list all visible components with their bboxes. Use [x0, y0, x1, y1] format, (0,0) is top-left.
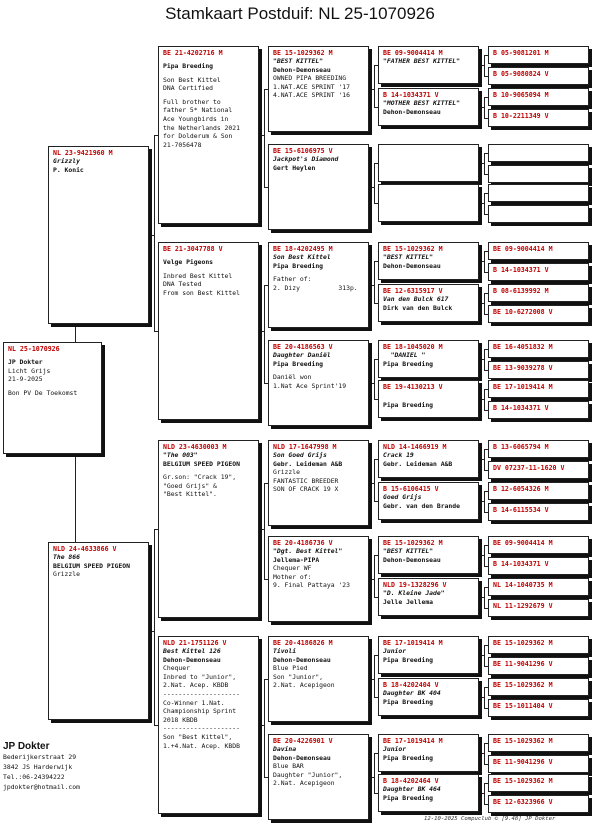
breeder-name: Dirk van den Bulck [383, 303, 453, 312]
ring-number: BE 20-4226901 V [273, 737, 333, 745]
ring-number: BE 15-1029362 M [493, 639, 553, 647]
pigeon-note: DNA Tested [163, 280, 202, 289]
pigeon-name: "BEST KITTEL" [383, 547, 434, 555]
owner-phone: Tel.:06-24394222 [3, 773, 65, 781]
pedigree-box-g5i [488, 242, 589, 260]
breeder-name: Gebr. Leideman A&B [383, 459, 453, 468]
pigeon-note: Son "Junior", [273, 672, 324, 681]
pigeon-note: for Dolderum & Son [163, 132, 233, 141]
pedigree-box-g5c [488, 88, 589, 106]
pedigree-box-g4c [378, 144, 479, 182]
connector-line [484, 743, 485, 764]
ring-number: BE 09-9004414 M [493, 539, 553, 547]
connector-line [264, 483, 265, 579]
pigeon-note: 2.Nat. Acep. KBDB [163, 681, 229, 690]
pedigree-box-g2a [158, 46, 259, 224]
pigeon-note: Grizzle [53, 570, 80, 579]
breeder-name: Dehon-Demonseau [273, 65, 331, 74]
pigeon-note: Daughter "Junior", [273, 770, 343, 779]
pigeon-note: Chequer [163, 664, 190, 673]
pedigree-box-g5z [488, 657, 589, 675]
pedigree-box-g5t [488, 503, 589, 521]
pigeon-note: 1.NAT.ACE SPRINT '17 [273, 82, 350, 91]
ring-number: BE 10-6272008 V [493, 308, 553, 316]
ring-number: BE 15-1011404 V [493, 702, 553, 710]
pedigree-box-g5r [488, 461, 589, 479]
pigeon-name: "Dgt. Best Kittel" [273, 547, 343, 555]
pigeon-note: 21-9-2025 [8, 375, 43, 384]
ring-number: B 08-6139992 M [493, 287, 549, 295]
pedigree-box-g5ad [488, 755, 589, 773]
ring-number: BE 20-4186826 M [273, 639, 333, 647]
pigeon-note: Grizzle [273, 468, 300, 477]
ring-number: B 13-6065794 M [493, 443, 549, 451]
pedigree-box-g5d [488, 109, 589, 127]
pigeon-name: "MOTHER BEST KITTEL" [383, 99, 460, 107]
pedigree-box-g5y [488, 636, 589, 654]
pedigree-box-g5h [488, 205, 589, 223]
pedigree-box-g1a [48, 146, 149, 324]
connector-line [154, 529, 155, 725]
pigeon-note: FANTASTIC BREEDER [273, 476, 339, 485]
pigeon-note: Gr.son: "Crack 19", [163, 473, 237, 482]
pedigree-box-g1b [48, 542, 149, 720]
pedigree-box-g4h [378, 380, 479, 418]
pigeon-name: Son Goed Grijs [273, 451, 327, 459]
pigeon-note: Full brother to [163, 97, 221, 106]
pedigree-box-g5f [488, 165, 589, 183]
pedigree-box-g5g [488, 184, 589, 202]
pigeon-note: 9. Final Pattaya '23 [273, 581, 350, 590]
owner-street: Bederijkerstraat 29 [3, 753, 77, 761]
pedigree-box-g5aa [488, 678, 589, 696]
pigeon-note: 1.+4.Nat. Acep. KBDB [163, 741, 240, 750]
pedigree-box-g3b [268, 144, 369, 230]
pedigree-box-g3d [268, 340, 369, 426]
connector-line [484, 545, 485, 566]
connector-line [484, 349, 485, 370]
pigeon-name: Davina [273, 745, 297, 753]
breeder-name: Jelle Jellema [383, 597, 434, 606]
pigeon-name: "FATHER BEST KITTEL" [383, 57, 460, 65]
pigeon-note: Daniël won [273, 373, 312, 382]
ring-number: BE 15-1029362 M [493, 777, 553, 785]
ring-number: B 05-9080824 V [493, 70, 549, 78]
pedigree-box-g5o [488, 380, 589, 398]
connector-line [484, 783, 485, 804]
pigeon-name: Crack 19 [383, 451, 414, 459]
connector-line [374, 655, 375, 697]
pedigree-box-g4a [378, 46, 479, 84]
pigeon-note: -------------------- [163, 724, 240, 733]
pigeon-note: 21-7056478 [163, 140, 202, 149]
ring-number: NLD 24-4633866 V [53, 545, 117, 553]
pigeon-note: Blue BAR [273, 762, 304, 771]
ring-number: BE 12-6323966 V [493, 798, 553, 806]
breeder-name: Pipa Breeding [273, 261, 324, 270]
breeder-name: Dehon-Demonseau [383, 107, 441, 116]
pigeon-note: the Netherlands 2021 [163, 123, 240, 132]
ring-number: BE 15-1029362 M [383, 539, 443, 547]
pedigree-box-g4o [378, 734, 479, 772]
pigeon-note: Son "Best Kittel", [163, 732, 233, 741]
pigeon-note: father 5* National [163, 106, 233, 115]
pedigree-box-g5e [488, 144, 589, 162]
pigeon-name: Best Kittel 126 [163, 647, 221, 655]
ring-number: DV 07237-11-1620 V [493, 464, 565, 472]
pigeon-note: Mother of: [273, 572, 312, 581]
breeder-name: Pipa Breeding [383, 655, 434, 664]
pedigree-box-g5j [488, 263, 589, 281]
breeder-name: Jellema-PIPA [273, 555, 320, 564]
ring-number: BE 15-1029362 M [493, 737, 553, 745]
pigeon-note: 2. Dizy 313p. [273, 283, 358, 292]
ring-number: B 18-4202404 V [383, 681, 439, 689]
connector-line [484, 97, 485, 118]
pedigree-box-g3c [268, 242, 369, 328]
pigeon-name: Junior [383, 745, 407, 753]
breeder-name: Dehon-Demonseau [273, 753, 331, 762]
pigeon-note: DNA Certified [163, 84, 214, 93]
breeder-name: Pipa Breeding [383, 697, 434, 706]
ring-number: BE 18-4202495 M [273, 245, 333, 253]
pigeon-name: "BEST KITTEL" [383, 253, 434, 261]
breeder-name: Pipa Breeding [383, 401, 434, 409]
pedigree-box-g4j [378, 482, 479, 520]
connector-line [374, 163, 375, 203]
pigeon-name: Goed Grijs [383, 493, 422, 501]
ring-number: BE 12-6315917 V [383, 287, 443, 295]
pigeon-note: Chequer WF [273, 564, 312, 573]
pigeon-name: Tivoli [273, 647, 297, 655]
pigeon-note: From son Best Kittel [163, 288, 240, 297]
pedigree-box-g5af [488, 795, 589, 813]
ring-number: B 14-6115534 V [493, 506, 549, 514]
pedigree-box-g5s [488, 482, 589, 500]
ring-number: BE 09-9004414 M [493, 245, 553, 253]
breeder-name: Gebr. Leideman A&B [273, 459, 343, 468]
pedigree-box-g5l [488, 305, 589, 323]
breeder-name: Pipa Breeding [383, 753, 434, 762]
pigeon-note: 2018 KBDB [163, 715, 198, 724]
ring-number: B 14-1034371 V [383, 91, 439, 99]
pigeon-note: 2.Nat. Acepigeon [273, 779, 335, 788]
breeder-name: Gebr. van den Brande [383, 501, 460, 510]
ring-number: BE 21-4202716 M [163, 49, 223, 57]
connector-line [374, 261, 375, 303]
pigeon-note: Son Best Kittel [163, 75, 221, 84]
breeder-name: Dehon-Demonseau [383, 555, 441, 564]
pedigree-box-g4p [378, 774, 479, 812]
ring-number: BE 16-4051832 M [493, 343, 553, 351]
pigeon-name: Daughter BK 464 [383, 785, 441, 793]
pigeon-name: "D. Kleine Jade" [383, 589, 445, 597]
pigeon-name: Grizzly [53, 157, 80, 165]
pigeon-note: Licht Grijs [8, 366, 51, 375]
ring-number: BE 11-9041296 V [493, 758, 553, 766]
ring-number: BE 21-3047788 V [163, 245, 223, 253]
pedigree-box-g5q [488, 440, 589, 458]
pedigree-box-g4d [378, 184, 479, 222]
pedigree-box-g5n [488, 361, 589, 379]
footer-credit: 12-10-2025 Compuclub © [9.48] JP Dokter [424, 816, 556, 822]
ring-number: BE 15-1029362 M [493, 681, 553, 689]
breeder-name: P. Konic [53, 165, 84, 174]
pigeon-note: "Best Kittel". [163, 490, 217, 499]
ring-number: BE 17-1019414 M [493, 383, 553, 391]
ring-number: BE 17-1019414 M [383, 737, 443, 745]
ring-number: NL 25-1070926 [8, 345, 60, 353]
connector-line [264, 679, 265, 777]
connector-line [374, 459, 375, 501]
pigeon-name: Daughter Daniël [273, 351, 331, 359]
breeder-name: Pipa Breeding [273, 359, 324, 368]
connector-line [264, 285, 265, 383]
pigeon-name: Jackpot's Diamond [273, 155, 339, 163]
connector-line [484, 55, 485, 76]
connector-line [484, 491, 485, 512]
pedigree-box-g4k [378, 536, 479, 574]
breeder-name: JP Dokter [8, 358, 43, 366]
ring-number: NL 14-1040735 M [493, 581, 553, 589]
pedigree-box-g2c [158, 440, 259, 618]
connector-line [484, 449, 485, 470]
connector-line [484, 293, 485, 314]
ring-number: B 10-9065094 M [493, 91, 549, 99]
pedigree-box-g5m [488, 340, 589, 358]
connector-line [264, 89, 265, 187]
ring-number: B 05-9081201 M [493, 49, 549, 57]
connector-line [484, 645, 485, 666]
pedigree-box-g4l [378, 578, 479, 616]
pigeon-note: Father of: [273, 275, 312, 284]
ring-number: BE 20-4186563 V [273, 343, 333, 351]
pedigree-box-g5k [488, 284, 589, 302]
page-title: Stamkaart Postduif: NL 25-1070926 [165, 4, 435, 23]
pedigree-box-g3g [268, 636, 369, 722]
connector-line [374, 753, 375, 793]
pigeon-note: Championship Sprint [163, 707, 237, 716]
pigeon-note: -------------------- [163, 689, 240, 698]
pigeon-note: OWNED PIPA BREEDING [273, 74, 347, 83]
ring-number: B 14-1034371 V [493, 404, 549, 412]
ring-number: NLD 21-1751126 V [163, 639, 227, 647]
connector-line [374, 359, 375, 399]
connector-line [484, 587, 485, 608]
pedigree-box-g3h [268, 734, 369, 820]
pedigree-box-g2d [158, 636, 259, 814]
pigeon-name: Van den Bulck 617 [383, 295, 449, 303]
ring-number: BE 11-9041296 V [493, 660, 553, 668]
connector-line [484, 389, 485, 410]
pigeon-note: Inbred to "Junior", [163, 672, 237, 681]
pedigree-box-g4b [378, 88, 479, 126]
pigeon-note: Co-Winner 1.Nat. [163, 698, 225, 707]
pedigree-box-g4e [378, 242, 479, 280]
pedigree-box-g5ae [488, 774, 589, 792]
connector-line [154, 135, 155, 331]
pedigree-box-g3a [268, 46, 369, 132]
pigeon-name: The 866 [53, 553, 80, 561]
pedigree-box-g5ab [488, 699, 589, 717]
ring-number: B 10-2211349 V [493, 112, 549, 120]
ring-number: B 15-6106415 V [383, 485, 439, 493]
pedigree-box-g0 [3, 342, 102, 454]
connector-line [484, 153, 485, 174]
ring-number: B 18-4202464 V [383, 777, 439, 785]
ring-number: BE 15-6106975 V [273, 147, 333, 155]
pigeon-name: "The 003" [163, 451, 198, 459]
pigeon-note: Bon PV De Toekomst [8, 388, 78, 397]
ring-number: BE 15-1029362 M [383, 245, 443, 253]
pigeon-note: 2.Nat. Acepigeon [273, 681, 335, 690]
ring-number: BE 13-9039278 V [493, 364, 553, 372]
pedigree-box-g4m [378, 636, 479, 674]
pedigree-box-g4f [378, 284, 479, 322]
ring-number: BE 15-1029362 M [273, 49, 333, 57]
pigeon-note: 4.NAT.ACE SPRINT '16 [273, 91, 350, 100]
ring-number: B 14-1034371 V [493, 560, 549, 568]
connector-line [374, 65, 375, 107]
connector-line [484, 193, 485, 214]
ring-number: NL 23-9421960 M [53, 149, 113, 157]
pedigree-box-g3e [268, 440, 369, 526]
connector-line [484, 687, 485, 708]
ring-number: NL 11-1292679 V [493, 602, 553, 610]
pigeon-note: Inbred Best Kittel [163, 271, 233, 280]
pigeon-note: Blue Pied [273, 664, 308, 673]
owner-city: 3842 JS Harderwijk [3, 763, 73, 771]
pigeon-note: Ace Youngbirds in [163, 114, 229, 123]
pigeon-name: Junior [383, 647, 407, 655]
breeder-name: Gert Heylen [273, 163, 316, 172]
owner-email: jpdokter@hotmail.com [3, 783, 80, 791]
pedigree-box-g5x [488, 599, 589, 617]
connector-line [484, 251, 485, 272]
ring-number: BE 17-1019414 M [383, 639, 443, 647]
pigeon-name: Son Best Kittel [273, 253, 331, 261]
breeder-name: Dehon-Demonseau [383, 261, 441, 270]
breeder-name: Pipa Breeding [163, 62, 214, 70]
ring-number: NLD 19-1328296 V [383, 581, 447, 589]
pedigree-box-g5p [488, 401, 589, 419]
pedigree-box-g5a [488, 46, 589, 64]
pigeon-note: "Goed Grijs" & [163, 481, 217, 490]
ring-number: BE 09-9004414 M [383, 49, 443, 57]
breeder-name: Dehon-Demonseau [163, 655, 221, 664]
pedigree-box-g5w [488, 578, 589, 596]
pedigree-box-g5b [488, 67, 589, 85]
pedigree-box-g4g [378, 340, 479, 378]
breeder-name: BELGIUM SPEED PIGEON [53, 561, 130, 570]
breeder-name: Pipa Breeding [383, 359, 434, 368]
pedigree-box-g5v [488, 557, 589, 575]
owner-name: JP Dokter [3, 741, 50, 752]
pedigree-box-g5u [488, 536, 589, 554]
pedigree-box-g3f [268, 536, 369, 622]
breeder-name: Dehon-Demonseau [273, 655, 331, 664]
pedigree-box-g2b [158, 242, 259, 420]
connector-line [374, 555, 375, 597]
pigeon-note: SON OF CRACK 19 X [273, 485, 339, 494]
ring-number: B 14-1034371 V [493, 266, 549, 274]
breeder-name: BELGIUM SPEED PIGEON [163, 459, 240, 468]
pigeon-name: Daughter BK 404 [383, 689, 441, 697]
pedigree-box-g5ac [488, 734, 589, 752]
ring-number: NLD 23-4630003 M [163, 443, 227, 451]
owner-block [3, 741, 153, 792]
breeder-name: Pipa Breeding [383, 793, 434, 802]
pigeon-note: 1.Nat Ace Sprint'19 [273, 381, 347, 390]
ring-number: BE 20-4186736 V [273, 539, 333, 547]
breeder-name: Velge Pigeons [163, 258, 214, 266]
ring-number: B 12-6054326 M [493, 485, 549, 493]
ring-number: NLD 14-1466919 M [383, 443, 447, 451]
ring-number: BE 18-1045020 M [383, 343, 443, 351]
pedigree-box-g4i [378, 440, 479, 478]
pedigree-box-g4n [378, 678, 479, 716]
ring-number: BE 19-4130213 V [383, 383, 443, 391]
pigeon-name: "BEST KITTEL" [273, 57, 324, 65]
pigeon-name: "DANIEL " [383, 351, 426, 359]
ring-number: NLD 17-1647998 M [273, 443, 337, 451]
